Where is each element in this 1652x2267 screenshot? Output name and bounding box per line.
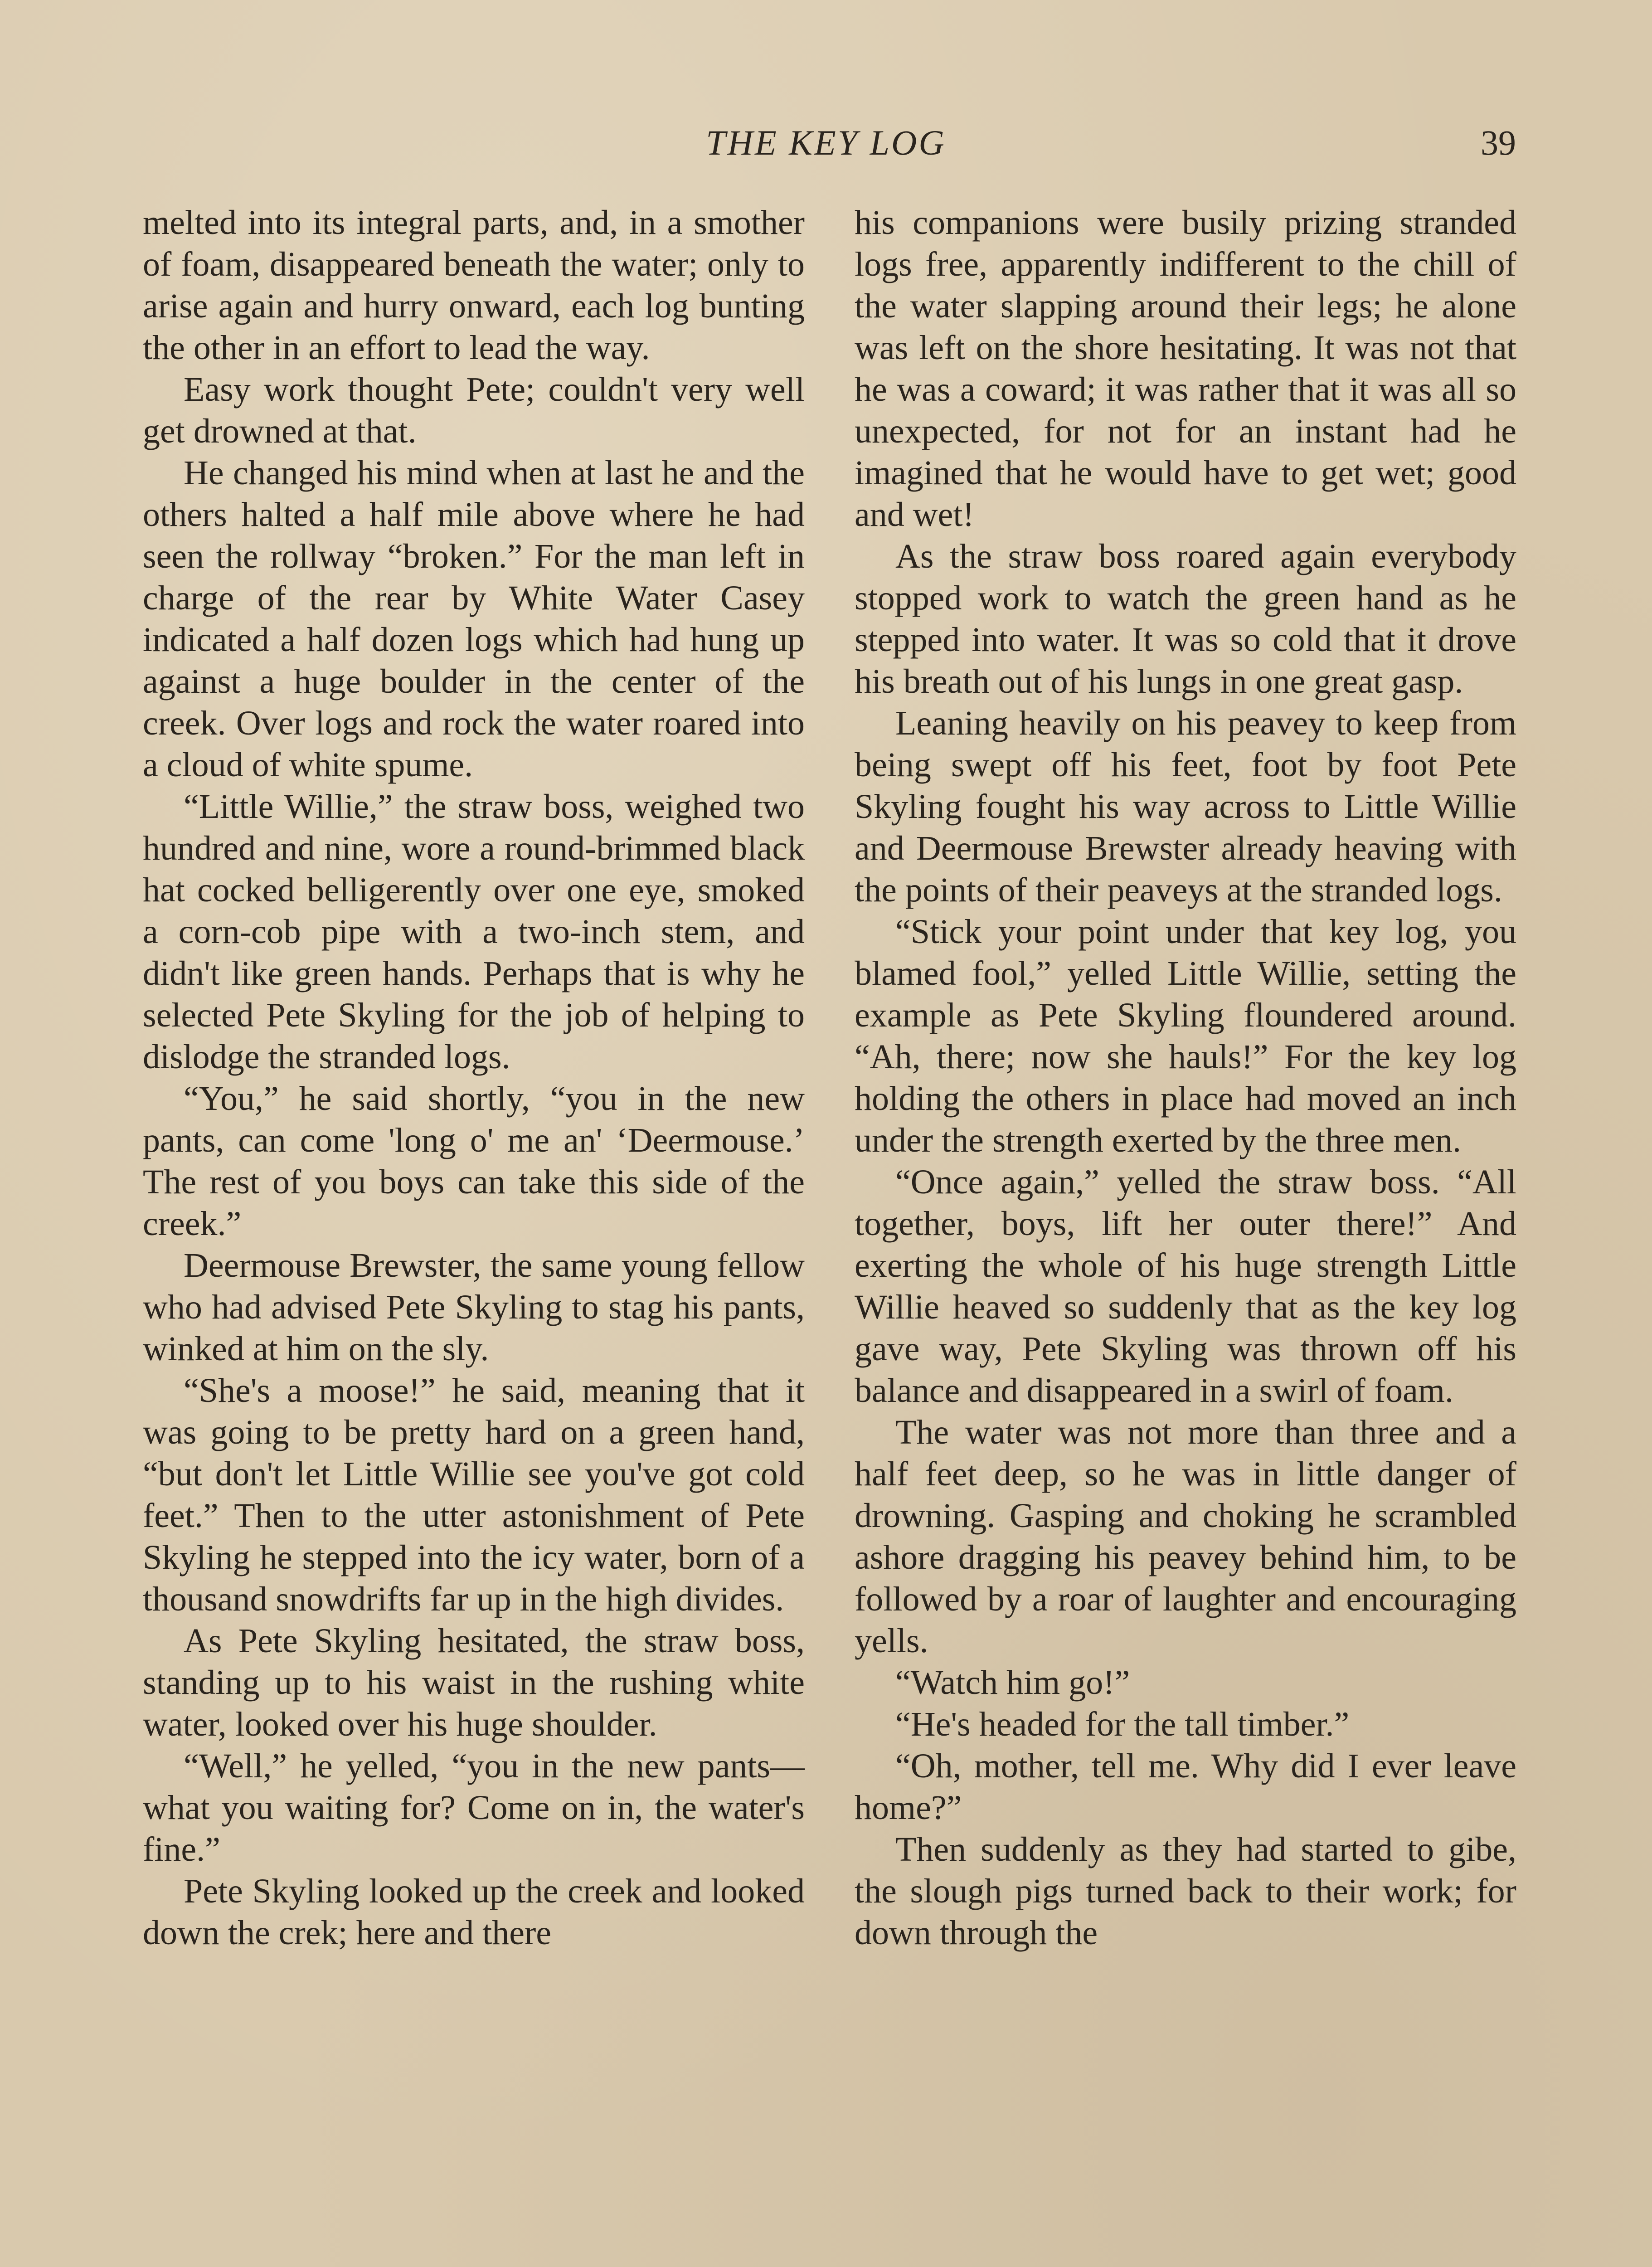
paragraph: “Watch him go!” bbox=[895, 1664, 1130, 1702]
paragraph: melted into its integral parts, and, in a smother of foam, disappeared beneath the water; only to arise again and hurry onward, each log bunting the other in an effort to lead the way. bbox=[143, 204, 805, 367]
paragraph: He changed his mind when at last he and the others halted a half mile above where he had seen the rollway “broken.” For the man left in charge of the rear by White Water Casey indicated a half dozen logs which had hung up against a huge boulder in the center of the creek. Over logs and rock the water roared into a cloud of white spume. bbox=[143, 454, 805, 784]
paragraph: “Once again,” yelled the straw boss. “All together, boys, lift her outer there!” And exerting the whole of his huge strength Little Willie heaved so suddenly that as the key log gave way, Pete Skyling was thrown off his balance and disappeared in a swirl of foam. bbox=[855, 1163, 1516, 1410]
paragraph: “She's a moose!” he said, meaning that it was going to be pretty hard on a green hand, “but don't let Little Willie see you've got cold feet.” Then to the utter astonishment of Pete Skyling he stepped into the icy water, born of a thousand snowdrifts far up in the high divides. bbox=[143, 1372, 805, 1618]
paragraph: “You,” he said shortly, “you in the new pants, can come 'long o' me an' ‘Deermouse.’ The rest of you boys can take this side of the creek.” bbox=[143, 1080, 805, 1243]
paragraph: his companions were busily prizing stranded logs free, apparently indifferent to the chill of the water slapping around their legs; he alone was left on the shore hesitating. It was not that he was a coward; it was rather that it was all so unexpected, for not for an instant had he imagined that he would have to get wet; good and wet! bbox=[855, 204, 1516, 534]
paragraph: “He's headed for the tall timber.” bbox=[895, 1705, 1350, 1743]
paragraph: Pete Skyling looked up the creek and looked down the crek; here and there bbox=[143, 1872, 805, 1952]
left-column bbox=[143, 202, 805, 1954]
page-number: 39 bbox=[1481, 123, 1516, 162]
paragraph: “Stick your point under that key log, you blamed fool,” yelled Little Willie, setting the example as Pete Skyling floundered around. “Ah, there; now she hauls!” For the key log holding the others in place had moved an inch under the strength exerted by the three men. bbox=[855, 913, 1516, 1159]
paragraph: The water was not more than three and a half feet deep, so he was in little danger of drowning. Gasping and choking he scrambled ashore dragging his peavey behind him, to be followed by a roar of laughter and encouraging yells. bbox=[855, 1413, 1516, 1660]
paragraph: As Pete Skyling hesitated, the straw boss, standing up to his waist in the rushing white water, looked over his huge shoulder. bbox=[143, 1622, 805, 1743]
paragraph: Then suddenly as they had started to gibe, the slough pigs turned back to their work; for down through the bbox=[855, 1830, 1516, 1952]
paragraph: As the straw boss roared again everybody stopped work to watch the green hand as he stepped into water. It was so cold that it drove his breath out of his lungs in one great gasp. bbox=[855, 537, 1516, 701]
paragraph: “Oh, mother, tell me. Why did I ever leave home?” bbox=[855, 1747, 1516, 1827]
paragraph: Leaning heavily on his peavey to keep from being swept off his feet, foot by foot Pete Skyling fought his way across to Little Willie and Deermouse Brewster already heaving with the points of their peaveys at the stranded logs. bbox=[855, 704, 1516, 909]
running-title: THE KEY LOG bbox=[706, 123, 946, 162]
right-column bbox=[855, 202, 1516, 1954]
paragraph: Easy work thought Pete; couldn't very well get drowned at that. bbox=[143, 370, 805, 450]
paragraph: Deermouse Brewster, the same young fellow who had advised Pete Skyling to stag his pants, winked at him on the sly. bbox=[143, 1246, 805, 1368]
paragraph: “Well,” he yelled, “you in the new pants—what you waiting for? Come on in, the water's fine.” bbox=[143, 1747, 805, 1868]
paragraph: “Little Willie,” the straw boss, weighed two hundred and nine, wore a round-brimmed black hat cocked belligerently over one eye, smoked a corn-cob pipe with a two-inch stem, and didn't like green hands. Perhaps that is why he selected Pete Skyling for the job of helping to dislodge the stranded logs. bbox=[143, 788, 805, 1076]
